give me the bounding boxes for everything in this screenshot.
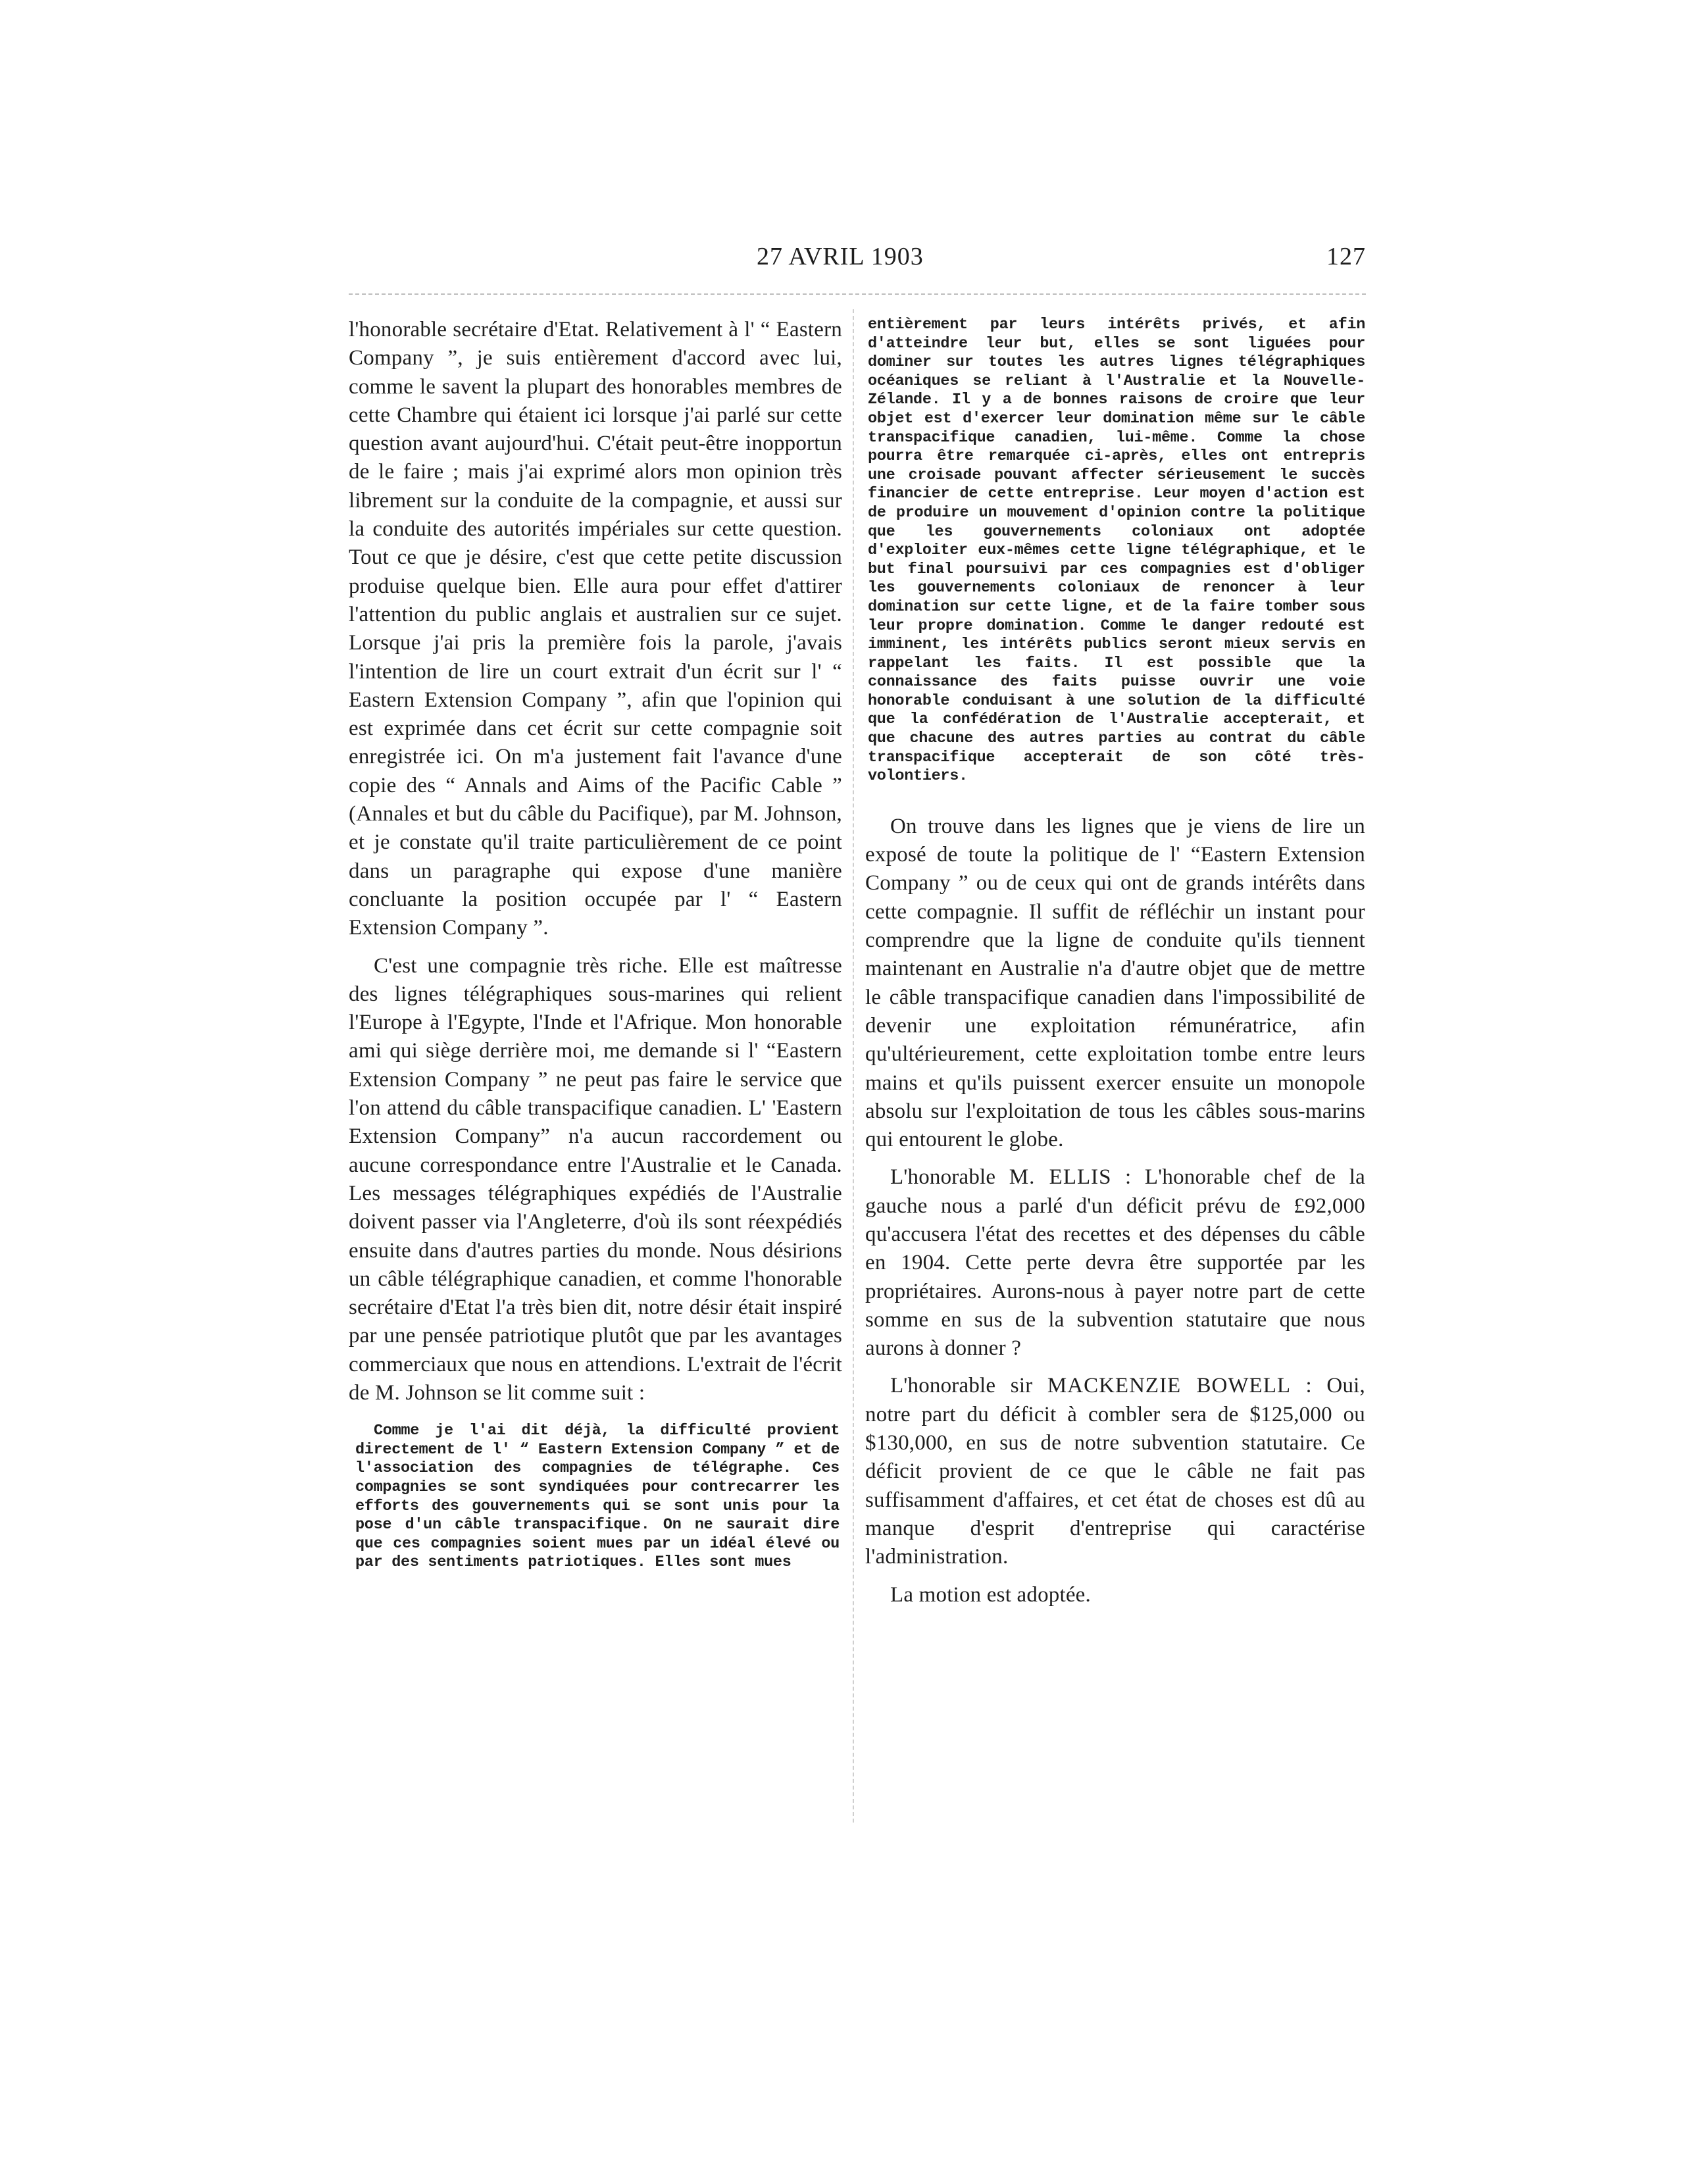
page-date: 27 AVRIL 1903 <box>757 243 924 270</box>
speech-bowell-prefix: L'honorable sir <box>890 1374 1047 1398</box>
header-rule <box>349 293 1366 295</box>
page-header <box>349 238 1366 278</box>
right-column <box>865 316 1365 1609</box>
left-quote: Comme je l'ai dit déjà, la difficulté provient directement de l' “ Eastern Extension Company ” et de l'association des compagnies de télégraphe. Ces compagnies se sont syndiquées pour contrecarrer les efforts des gouvernements qui se sont unis pour la pose d'un câble transpacifique. On ne saurait dire que ces compagnies soient mues par un idéal élevé ou par des sentiments patriotiques. Elles sont mues <box>355 1422 840 1572</box>
left-column <box>349 316 842 1573</box>
column-separator <box>853 309 854 1823</box>
speaker-bowell: MACKENZIE BOWELL <box>1047 1374 1292 1398</box>
page-number: 127 <box>1326 243 1366 270</box>
closing-line: La motion est adoptée. <box>890 1582 1091 1607</box>
speech-bowell-text: : Oui, notre part du déficit à combler sera de $125,000 ou $130,000, en sus de notre subvention statutaire. Ce déficit provient de ce que le câble ne fait pas suffisamment d'affaires, et cet état de choses est dû au manque d'esprit d'entreprise qui caractérise l'administration. <box>865 1374 1365 1569</box>
speaker-ellis: M. ELLIS <box>1009 1165 1112 1190</box>
left-paragraph-1: l'honorable secrétaire d'Etat. Relativement à l' “ Eastern Company ”, je suis entièrement d'accord avec lui, comme le savent la plupart des honorables membres de cette Chambre qui étaient ici lorsque j'ai parlé sur cette question avant aujourd'hui. C'était peut-être inopportun de le faire ; mais j'ai exprimé alors mon opinion très librement sur la conduite de la compagnie, et aussi sur la conduite des autorités impériales sur cette question. Tout ce que je désire, c'est que cette petite discussion produise quelque bien. Elle aura pour effet d'attirer l'attention du public anglais et australien sur ce sujet. Lorsque j'ai pris la première fois la parole, j'avais l'intention de lire un court extrait d'un écrit sur l' “ Eastern Extension Company ”, afin que l'opinion qui est exprimée dans cet écrit sur cette compagnie soit enregistrée ici. On m'a justement fait l'avance d'une copie des “ Annals and Aims of the Pacific Cable ” (Annales et but du câble du Pacifique), par M. Johnson, et je constate qu'il traite particulièrement de ce point dans un paragraphe qui expose d'une manière concluante la position occupée par l' “ Eastern Extension Company ”. <box>349 318 842 940</box>
speech-ellis <box>865 1163 1365 1363</box>
right-quote: entièrement par leurs intérêts privés, et afin d'atteindre leur but, elles se sont liguées pour dominer sur toutes les autres lignes télégraphiques océaniques se reliant à l'Australie et la Nouvelle-Zélande. Il y a de bonnes raisons de croire que leur objet est d'exercer leur domination même sur le câble transpacifique canadien, lui-même. Comme la chose pourra être remarquée ci-après, elles ont entrepris une croisade pouvant affecter sérieusement le succès financier de cette entreprise. Leur moyen d'action est de produire un mouvement d'opinion contre la politique que les gouvernements coloniaux ont adoptée d'exploiter eux-mêmes cette ligne télégraphique, et le but final poursuivi par ces compagnies est d'obliger les gouvernements coloniaux de renoncer à leur domination sur cette ligne, et de la faire tomber sous leur propre domination. Comme le danger redouté est imminent, les intérêts publics seront mieux servis en rappelant les faits. Il est possible que la connaissance des faits puisse ouvrir une voie honorable conduisant à une solution de la difficulté que la confédération de l'Australie accepterait, et que chacune des autres parties au contrat du câble transpacifique accepterait de son côté très-volontiers. <box>868 316 1365 786</box>
right-paragraph-1: On trouve dans les lignes que je viens de lire un exposé de toute la politique de l' “Eastern Extension Company ” ou de ceux qui ont de grands intérêts dans cette compagnie. Il suffit de réfléchir un instant pour comprendre que la ligne de conduite qu'ils tiennent maintenant en Australie n'a d'autre objet que de mettre le câble transpacifique canadien dans l'impossibilité de devenir une exploitation rémunératrice, afin qu'ultérieurement, cette exploitation tombe entre leurs mains et qu'ils puissent exercer ensuite un monopole absolu sur l'exploitation de tous les câbles sous-marins qui entourent le globe. <box>865 814 1365 1152</box>
speech-bowell <box>865 1372 1365 1571</box>
left-paragraph-2: C'est une compagnie très riche. Elle est maîtresse des lignes télégraphiques sous-marines qui relient l'Europe à l'Egypte, l'Inde et l'Afrique. Mon honorable ami qui siège derrière moi, me demande si l' “Eastern Extension Company ” ne peut pas faire le service que l'on attend du câble transpacifique canadien. L' 'Eastern Extension Company” n'a aucun raccordement ou aucune correspondance entre l'Australie et le Canada. Les messages télégraphiques expédiés de l'Australie doivent passer via l'Angleterre, d'où ils sont réexpédiés ensuite dans d'autres parties du monde. Nous désirions un câble télégraphique canadien, et comme l'honorable secrétaire d'Etat l'a très bien dit, notre désir était inspiré par une pensée patriotique plutôt que par les avantages commerciaux que nous en attendions. L'extrait de l'écrit de M. Johnson se lit comme suit : <box>349 953 842 1405</box>
speech-ellis-text: : L'honorable chef de la gauche nous a parlé d'un déficit prévu de £92,000 qu'accusera l'état des recettes et des dépenses du câble en 1904. Cette perte devra être supportée par les propriétaires. Aurons-nous à payer notre part de cette somme en sus de la subvention statutaire que nous aurons à donner ? <box>865 1165 1365 1361</box>
speech-ellis-prefix: L'honorable <box>890 1165 1009 1190</box>
